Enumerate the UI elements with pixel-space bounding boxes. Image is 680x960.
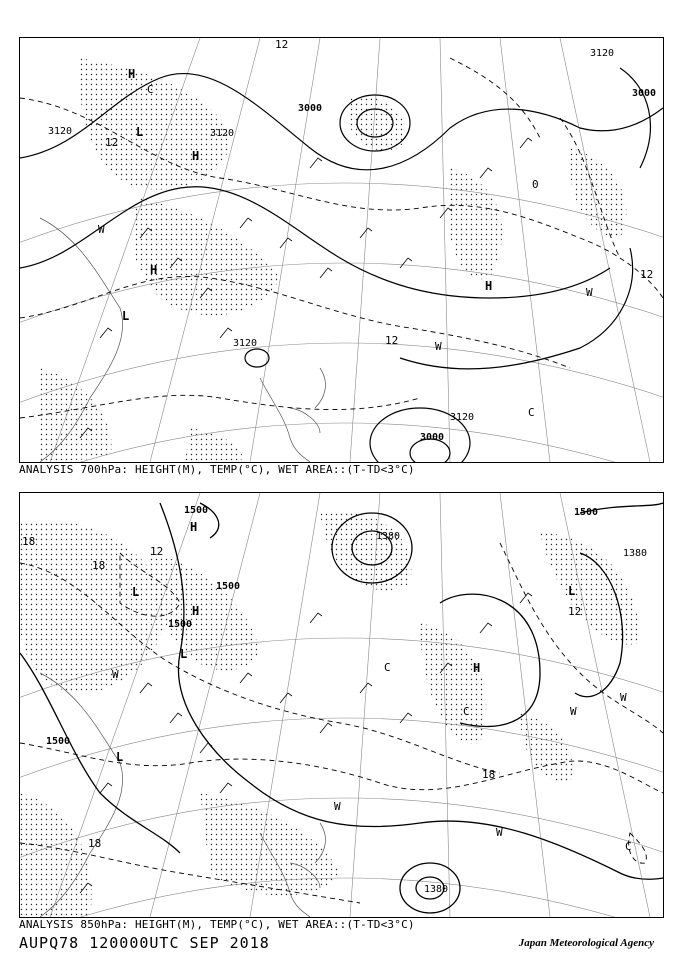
pressure-center: L: [136, 125, 144, 139]
contour-label: 1500: [184, 505, 209, 516]
contour-label: 1500: [46, 736, 71, 747]
temp-label: W: [570, 705, 577, 718]
contour-label: 1380: [623, 548, 648, 559]
temp-label: 18: [482, 768, 496, 781]
temp-label: C: [528, 406, 535, 419]
temp-label: W: [620, 691, 627, 704]
temp-label: W: [435, 340, 442, 353]
map-850hpa: [19, 492, 664, 918]
pressure-center: L: [122, 309, 130, 323]
temp-label: C: [147, 83, 154, 96]
contour-label: 1380: [424, 884, 449, 895]
contour-label: 1380: [376, 531, 401, 542]
temp-label: 18: [22, 535, 36, 548]
contour-label: 3120: [233, 338, 258, 349]
temp-label: W: [334, 800, 341, 813]
temp-label: 12: [640, 268, 654, 281]
pressure-center: L: [568, 584, 576, 598]
contour-label: 3120: [48, 126, 73, 137]
pressure-center: L: [180, 647, 188, 661]
contour-label: 3120: [210, 128, 235, 139]
temp-label: W: [112, 668, 119, 681]
map-850hpa-caption: ANALYSIS 850hPa: HEIGHT(M), TEMP(°C), WET AREA::(T-TD<3°C): [19, 918, 415, 931]
temp-label: 12: [568, 605, 582, 618]
map-850hpa-svg: [20, 493, 663, 917]
map-700hpa-svg: [20, 38, 663, 462]
temp-label: W: [496, 826, 503, 839]
temp-label: C: [384, 661, 391, 674]
pressure-center: H: [192, 149, 200, 163]
pressure-center: H: [192, 604, 200, 618]
pressure-center: H: [128, 67, 136, 81]
map-700hpa-caption: ANALYSIS 700hPa: HEIGHT(M), TEMP(°C), WET AREA::(T-TD<3°C): [19, 463, 415, 476]
temp-label: 12: [275, 38, 289, 51]
temp-label: 0: [532, 178, 539, 191]
contour-label: 3000: [298, 103, 323, 114]
pressure-center: H: [150, 263, 158, 277]
temp-label: C: [463, 705, 470, 718]
pressure-center: L: [116, 750, 124, 764]
temp-label: 12: [385, 334, 399, 347]
contour-label: 1500: [574, 507, 599, 518]
pressure-center: H: [473, 661, 481, 675]
agency-name: Japan Meteorological Agency: [518, 937, 654, 949]
temp-label: 12: [150, 545, 164, 558]
contour-label: 3000: [632, 88, 657, 99]
map-700hpa: [19, 37, 664, 463]
pressure-center: H: [190, 520, 198, 534]
temp-label: 18: [88, 837, 102, 850]
temp-label: C: [625, 840, 632, 853]
pressure-center: H: [485, 279, 493, 293]
temp-label: W: [586, 286, 593, 299]
temp-label: 18: [92, 559, 106, 572]
wet-areas: [20, 511, 640, 917]
wet-areas: [40, 58, 626, 462]
contour-label: 1500: [216, 581, 241, 592]
temp-label: 12: [105, 136, 119, 149]
chart-code: AUPQ78 120000UTC SEP 2018: [19, 934, 270, 952]
contour-label: 3120: [590, 48, 615, 59]
contour-label: 3000: [420, 432, 445, 443]
contour-label: 3120: [450, 412, 475, 423]
pressure-center: L: [132, 585, 140, 599]
contour-label: 1500: [168, 619, 193, 630]
temp-label: W: [98, 223, 105, 236]
